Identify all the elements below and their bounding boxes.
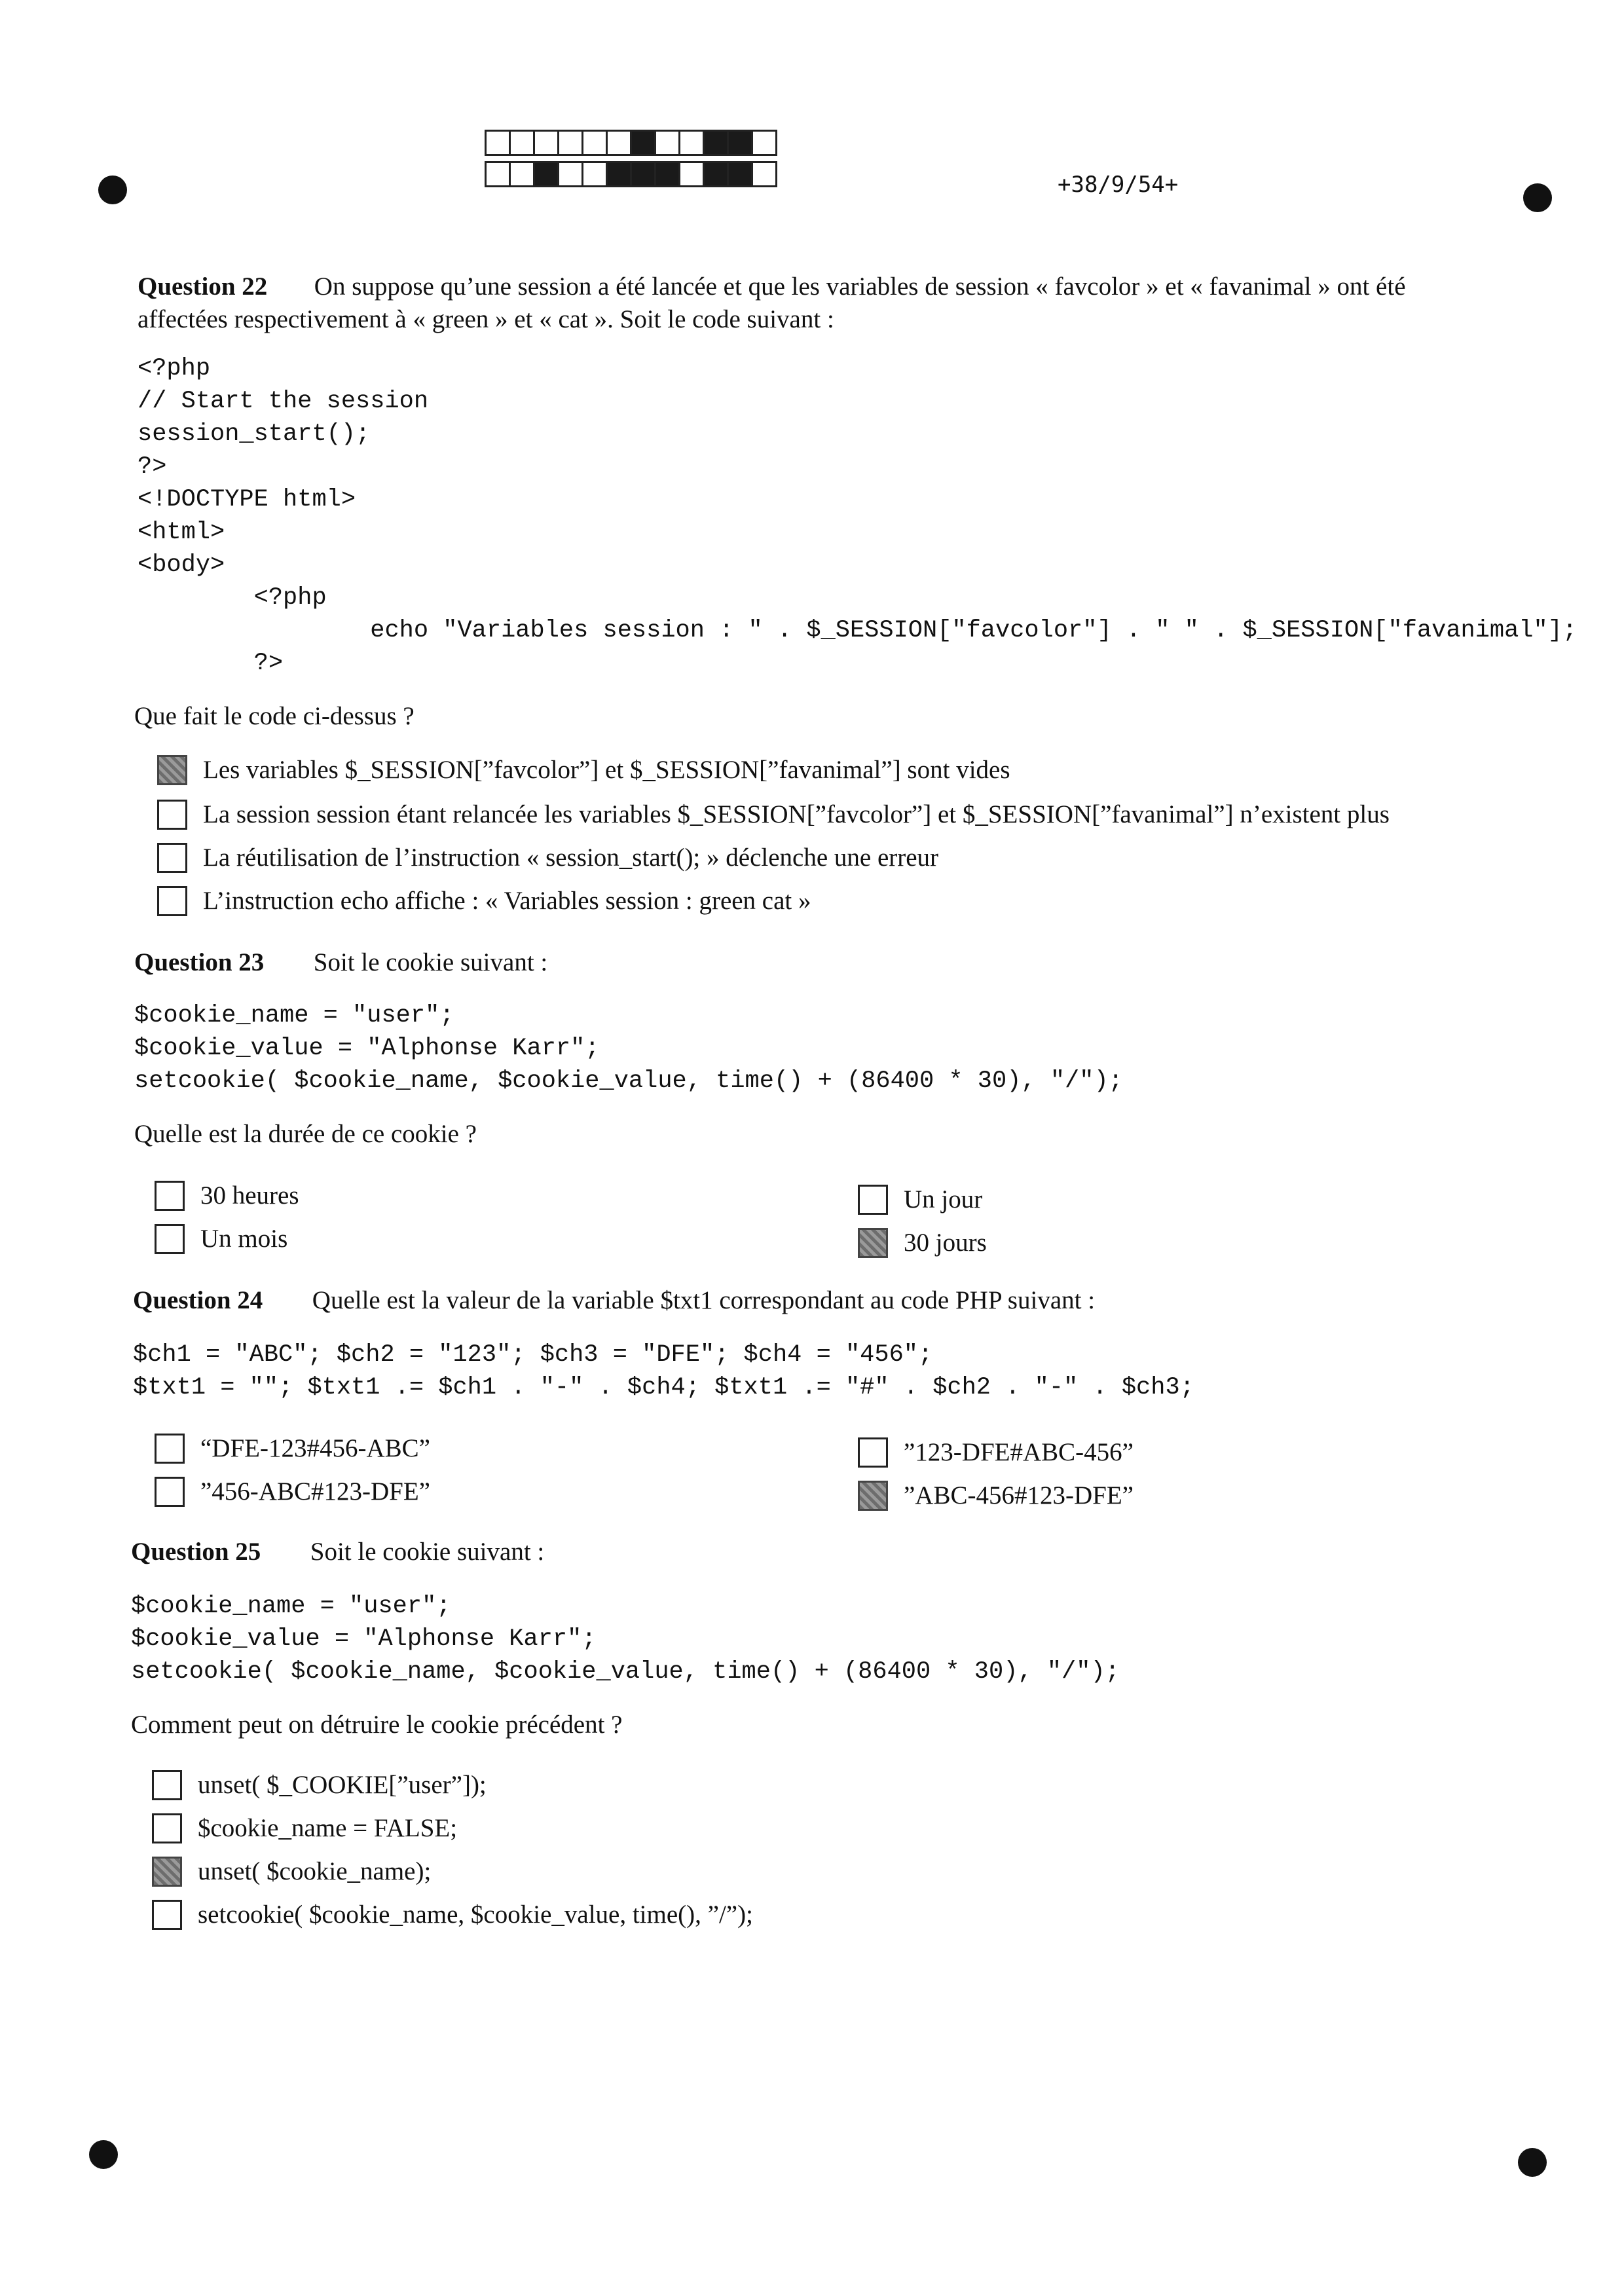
code-line: session_start();: [138, 420, 371, 448]
option-label: “DFE-123#456-ABC”: [200, 1434, 430, 1462]
question-25-option-3[interactable]: [152, 1855, 431, 1889]
option-label: ”123-DFE#ABC-456”: [904, 1438, 1134, 1466]
option-label: 30 heures: [200, 1181, 299, 1210]
question-25-option-1[interactable]: [152, 1768, 487, 1802]
registration-mark-bottom-right: [1518, 2148, 1547, 2177]
question-23-intro: [134, 946, 547, 980]
question-25-label: Question 25: [131, 1538, 261, 1566]
question-24-label: Question 24: [133, 1286, 263, 1314]
question-23-prompt: Quelle est la durée de ce cookie ?: [134, 1120, 477, 1148]
barcode-cell: [703, 130, 729, 156]
answer-checkbox[interactable]: [155, 1477, 185, 1507]
question-25-intro-text: Soit le cookie suivant :: [310, 1538, 545, 1566]
option-label: ”456-ABC#123-DFE”: [200, 1477, 430, 1506]
barcode-row: [485, 130, 775, 156]
question-24-option-4[interactable]: [858, 1479, 1134, 1513]
code-line: <!DOCTYPE html>: [138, 486, 356, 513]
question-22-option-2[interactable]: [157, 798, 1390, 832]
answer-checkbox[interactable]: [152, 1900, 182, 1930]
answer-checkbox[interactable]: [152, 1770, 182, 1800]
question-23-option-3[interactable]: [858, 1183, 982, 1217]
question-25-prompt: Comment peut on détruire le cookie précédent ?: [131, 1711, 623, 1739]
code-line: $cookie_name = "user";: [134, 1002, 454, 1029]
answer-checkbox[interactable]: [858, 1185, 888, 1215]
option-label: setcookie( $cookie_name, $cookie_value, time(), ”/”);: [198, 1900, 753, 1929]
question-23-intro-text: Soit le cookie suivant :: [313, 948, 548, 976]
barcode-cell: [630, 161, 656, 187]
answer-checkbox[interactable]: [152, 1813, 182, 1843]
question-25-option-2[interactable]: [152, 1811, 457, 1845]
registration-mark-top-left: [98, 176, 127, 204]
option-label: La session session étant relancée les variables $_SESSION[”favcolor”] et $_SESSION[”favanimal”] n’existent plus: [203, 800, 1390, 828]
barcode-cell: [727, 130, 753, 156]
option-label: Les variables $_SESSION[”favcolor”] et $_SESSION[”favanimal”] sont vides: [203, 756, 1010, 784]
code-line: $cookie_value = "Alphonse Karr";: [134, 1035, 600, 1062]
registration-mark-top-right: [1523, 183, 1552, 212]
question-24-option-2[interactable]: [155, 1475, 430, 1509]
code-line: ?>: [138, 650, 284, 677]
code-line: echo "Variables session : " . $_SESSION["favcolor"] . " " . $_SESSION["favanimal"];: [138, 617, 1578, 644]
answer-checkbox[interactable]: [858, 1228, 888, 1258]
question-25-code: [131, 1590, 1120, 1688]
barcode-cell: [606, 130, 632, 156]
barcode-cell: [533, 161, 559, 187]
question-24-intro-text: Quelle est la valeur de la variable $txt1 correspondant au code PHP suivant :: [312, 1286, 1096, 1314]
option-label: ”ABC-456#123-DFE”: [904, 1481, 1134, 1509]
answer-checkbox[interactable]: [155, 1181, 185, 1211]
barcode-cell: [557, 130, 583, 156]
code-line: <?php: [138, 355, 211, 382]
code-line: $txt1 = ""; $txt1 .= $ch1 . "-" . $ch4; $txt1 .= "#" . $ch2 . "-" . $ch3;: [133, 1374, 1194, 1401]
barcode-cell: [654, 161, 680, 187]
option-label: 30 jours: [904, 1229, 987, 1257]
option-label: $cookie_name = FALSE;: [198, 1814, 458, 1842]
answer-checkbox[interactable]: [157, 886, 187, 916]
question-22-option-3[interactable]: [157, 841, 938, 875]
question-24-intro: [133, 1284, 1095, 1318]
barcode-cell: [557, 161, 583, 187]
question-22-code: [138, 352, 1577, 680]
question-25-intro: [131, 1535, 544, 1569]
registration-mark-bottom-left: [89, 2140, 118, 2169]
question-23-code: [134, 999, 1123, 1098]
question-22-intro-line1: On suppose qu’une session a été lancée et que les variables de session « favcolor » et « favanimal » ont été: [314, 272, 1406, 301]
answer-checkbox[interactable]: [858, 1437, 888, 1468]
code-line: ?>: [138, 453, 167, 481]
barcode-cell: [630, 130, 656, 156]
barcode-cell: [485, 130, 511, 156]
barcode-cell: [581, 161, 608, 187]
question-22-label: Question 22: [138, 272, 268, 301]
answer-checkbox[interactable]: [157, 843, 187, 873]
answer-checkbox[interactable]: [157, 800, 187, 830]
barcode-cell: [703, 161, 729, 187]
question-22-prompt: Que fait le code ci-dessus ?: [134, 702, 415, 730]
code-line: <html>: [138, 519, 225, 546]
barcode-cell: [654, 130, 680, 156]
code-line: // Start the session: [138, 388, 429, 415]
barcode-cell: [509, 130, 535, 156]
option-label: La réutilisation de l’instruction « session_start(); » déclenche une erreur: [203, 843, 939, 872]
barcode-row: [485, 161, 775, 187]
page-identifier: +38/9/54+: [1058, 172, 1179, 198]
answer-checkbox[interactable]: [155, 1434, 185, 1464]
barcode-cell: [606, 161, 632, 187]
barcode-cell: [509, 161, 535, 187]
code-line: setcookie( $cookie_name, $cookie_value, time() + (86400 * 30), "/");: [131, 1658, 1120, 1686]
question-23-label: Question 23: [134, 948, 265, 976]
question-23-option-4[interactable]: [858, 1226, 987, 1260]
question-22-option-4[interactable]: [157, 884, 811, 918]
option-label: Un jour: [904, 1185, 983, 1213]
barcode-cell: [678, 130, 705, 156]
question-24-option-3[interactable]: [858, 1435, 1134, 1470]
code-line: <?php: [138, 584, 327, 612]
answer-checkbox[interactable]: [155, 1224, 185, 1254]
question-23-option-1[interactable]: [155, 1179, 299, 1213]
barcode-cell: [727, 161, 753, 187]
option-label: unset( $cookie_name);: [198, 1857, 432, 1885]
code-line: $ch1 = "ABC"; $ch2 = "123"; $ch3 = "DFE"; $ch4 = "456";: [133, 1341, 933, 1369]
question-24-code: [133, 1339, 1194, 1404]
code-line: $cookie_name = "user";: [131, 1593, 451, 1620]
option-label: L’instruction echo affiche : « Variables session : green cat »: [203, 887, 811, 915]
option-label: Un mois: [200, 1225, 288, 1253]
answer-checkbox[interactable]: [858, 1481, 888, 1511]
question-22-option-1[interactable]: [157, 753, 1010, 787]
barcode-cell: [678, 161, 705, 187]
barcode-cell: [581, 130, 608, 156]
answer-checkbox[interactable]: [157, 755, 187, 785]
barcode-cell: [533, 130, 559, 156]
code-line: <body>: [138, 551, 225, 579]
barcode-cell: [485, 161, 511, 187]
question-25-option-4[interactable]: [152, 1898, 753, 1932]
page-barcode: [485, 130, 775, 193]
question-24-option-1[interactable]: [155, 1432, 430, 1466]
barcode-cell: [751, 130, 777, 156]
code-line: $cookie_value = "Alphonse Karr";: [131, 1625, 597, 1653]
code-line: setcookie( $cookie_name, $cookie_value, time() + (86400 * 30), "/");: [134, 1067, 1123, 1095]
barcode-cell: [751, 161, 777, 187]
answer-checkbox[interactable]: [152, 1857, 182, 1887]
question-23-option-2[interactable]: [155, 1222, 287, 1256]
option-label: unset( $_COOKIE[”user”]);: [198, 1771, 487, 1799]
question-22-intro: [138, 270, 1406, 304]
question-22-intro-line2: affectées respectivement à « green » et « cat ». Soit le code suivant :: [138, 305, 834, 333]
